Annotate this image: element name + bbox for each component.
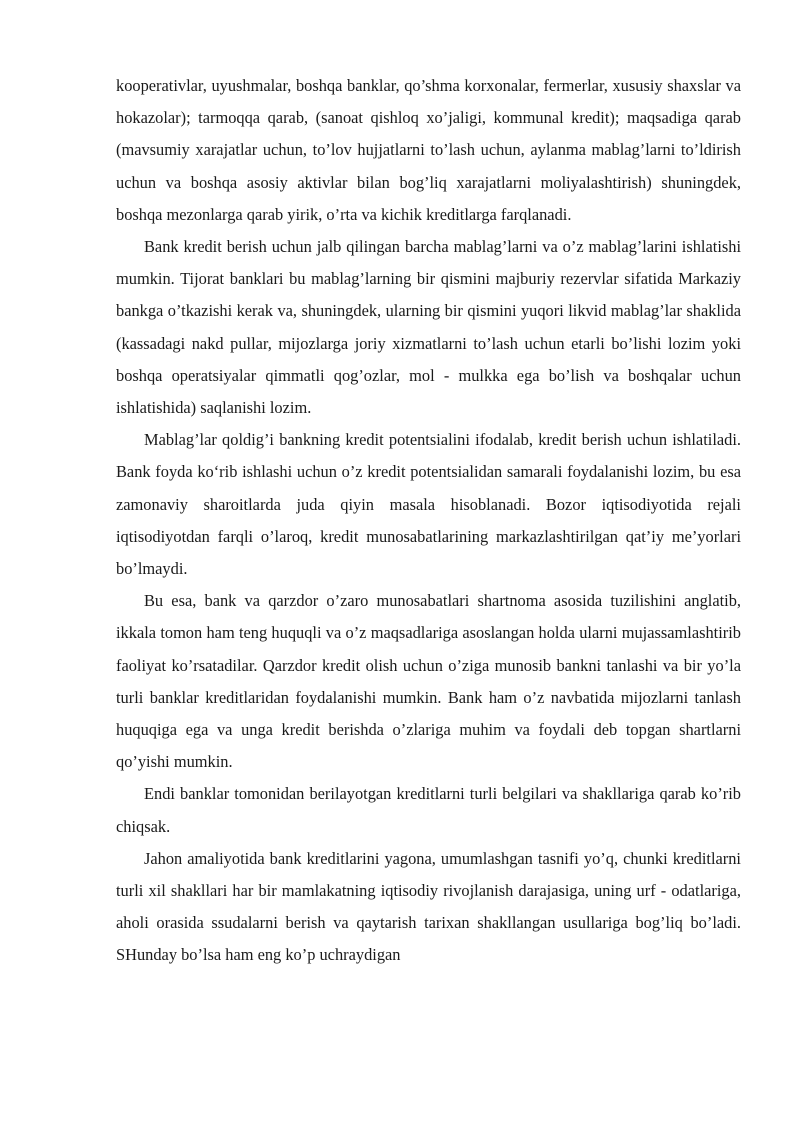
- paragraph-credit-classification: kooperativlar, uyushmalar, boshqa banklar, qo’shma korxonalar, fermerlar, xususiy shaxslar va hokazolar); tarmoqqa qarab, (sanoat qishloq xo’jaligi, kommunal kredit); maqsadiga qarab (mavsumiy xarajatlar uchun, to’lov hujjatlarni to’lash uchun, aylanma mablag’larni to’ldirish uchun va boshqa asosiy aktivlar bilan bog’liq xarajatlarni moliyalashtirish) shuningdek, boshqa mezonlarga qarab yirik, o’rta va kichik kreditlarga farqlanadi.: [116, 76, 741, 224]
- paragraph-bank-funds: Bank kredit berish uchun jalb qilingan barcha mablag’larni va o’z mablag’larini ishlatishi mumkin. Tijorat banklari bu mablag’larning bir qismini majburiy rezervlar sifatida Markaziy bankga o’tkazishi kerak va, shuningdek, ularning bir qismini yuqori likvid mablag’lar shaklida (kassadagi nakd pullar, mijozlarga joriy xizmatlarni to’lash uchun etarli bo’lishi lozim yoki boshqa operatsiyalar qimmatli qog’ozlar, mol - mulkka ega bo’lish va boshqalar uchun ishlatishida) saqlanishi lozim.: [116, 237, 741, 418]
- document-page: [116, 70, 741, 972]
- paragraph-bank-borrower-relations: Bu esa, bank va qarzdor o’zaro munosabatlari shartnoma asosida tuzilishini anglatib, ikkala tomon ham teng huquqli va o’z maqsadlariga asoslangan holda ularni mujassamlashtirib faoliyat ko’rsatadilar. Qarzdor kredit olish uchun o’ziga munosib bankni tanlashi va bir yo’la turli banklar kreditlaridan foydalanishi mumkin. Bank ham o’z navbatida mijozlarni tanlash huquqiga ega va unga kredit berishda o’zlariga muhim va foydali deb topgan shartlarni qo’yishi mumkin.: [116, 591, 741, 772]
- paragraph-world-practice: Jahon amaliyotida bank kreditlarini yagona, umumlashgan tasnifi yo’q, chunki kreditlarni turli xil shakllari har bir mamlakatning iqtisodiy rivojlanish darajasiga, uning urf - odatlariga, aholi orasida ssudalarni berish va qaytarish tarixan shakllangan usullariga bog’liq bo’ladi. SHunday bo’lsa ham eng ko’p uchraydigan: [116, 848, 741, 965]
- paragraph-credit-types-intro: Endi banklar tomonidan berilayotgan kreditlarni turli belgilari va shakllariga qarab ko’rib chiqsak.: [116, 784, 741, 836]
- paragraph-credit-potential: Mablag’lar qoldig’i bankning kredit potentsialini ifodalab, kredit berish uchun ishlatiladi. Bank foyda ko‘rib ishlashi uchun o’z kredit potentsialidan samarali foydalanishi lozim, bu esa zamonaviy sharoitlarda juda qiyin masala hisoblanadi. Bozor iqtisodiyotida rejali iqtisodiyotdan farqli o’laroq, kredit munosabatlarining markazlashtirilgan qat’iy me’yorlari bo’lmaydi.: [116, 430, 741, 579]
